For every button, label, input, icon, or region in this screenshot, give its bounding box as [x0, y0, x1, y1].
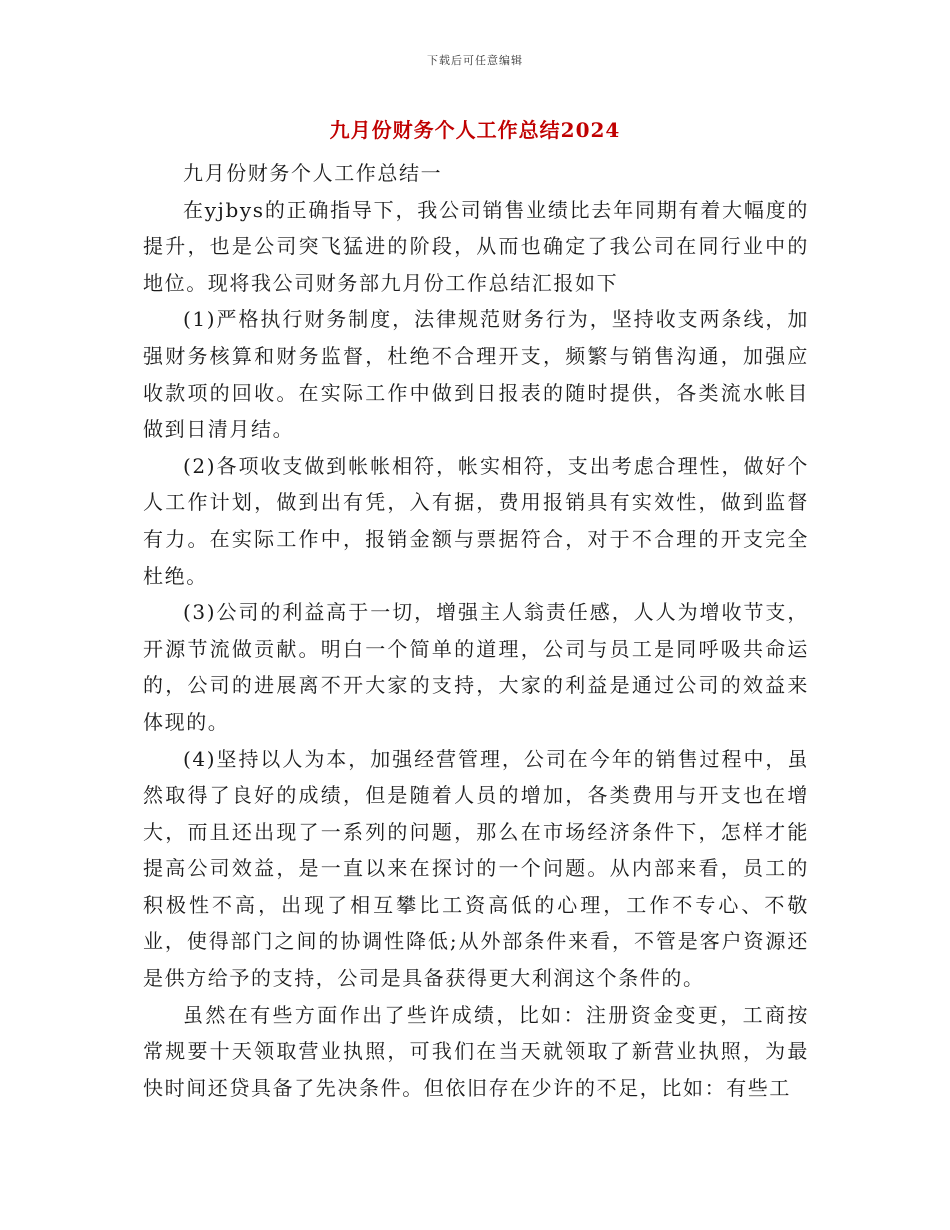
paragraph: (2)各项收支做到帐帐相符，帐实相符，支出考虑合理性，做好个人工作计划，做到出有凭，入有据，费用报销具有实效性，做到监督有力。在实际工作中，报销金额与票据符合，对于不合理的开支完全杜绝。	[143, 453, 809, 588]
paragraph: (4)坚持以人为本，加强经营管理，公司在今年的销售过程中，虽然取得了良好的成绩，但是随着人员的增加，各类费用与开支也在增大，而且还出现了一系列的问题，那么在市场经济条件下，怎样才能提高公司效益，是一直以来在探讨的一个问题。从内部来看，员工的积极性不高，出现了相互攀比工资高低的心理，工作不专心、不敬业，使得部门之间的协调性降低;从外部条件来看，不管是客户资源还是供方给予的支持，公司是具备获得更大利润这个条件的。	[143, 746, 809, 991]
paragraph: 在yjbys的正确指导下，我公司销售业绩比去年同期有着大幅度的提升，也是公司突飞猛进的阶段，从而也确定了我公司在同行业中的地位。现将我公司财务部九月份工作总结汇报如下	[143, 197, 809, 295]
paragraph: (1)严格执行财务制度，法律规范财务行为，坚持收支两条线，加强财务核算和财务监督，杜绝不合理开支，频繁与销售沟通，加强应收款项的回收。在实际工作中做到日报表的随时提供，各类流水帐目做到日清月结。	[143, 307, 809, 442]
document-title: 九月份财务个人工作总结2024	[329, 118, 621, 142]
paragraph: (3)公司的利益高于一切，增强主人翁责任感，人人为增收节支，开源节流做贡献。明白一个简单的道理，公司与员工是同呼吸共命运的，公司的进展离不开大家的支持，大家的利益是通过公司的效益来体现的。	[143, 600, 809, 734]
page-header: 下载后可任意编辑	[427, 54, 523, 67]
document-body	[143, 155, 809, 1106]
paragraph: 虽然在有些方面作出了些许成绩，比如：注册资金变更，工商按常规要十天领取营业执照，可我们在当天就领取了新营业执照，为最快时间还贷具备了先决条件。但依旧存在少许的不足，比如：有些工	[143, 1002, 809, 1100]
section-heading: 九月份财务个人工作总结一	[183, 161, 443, 185]
